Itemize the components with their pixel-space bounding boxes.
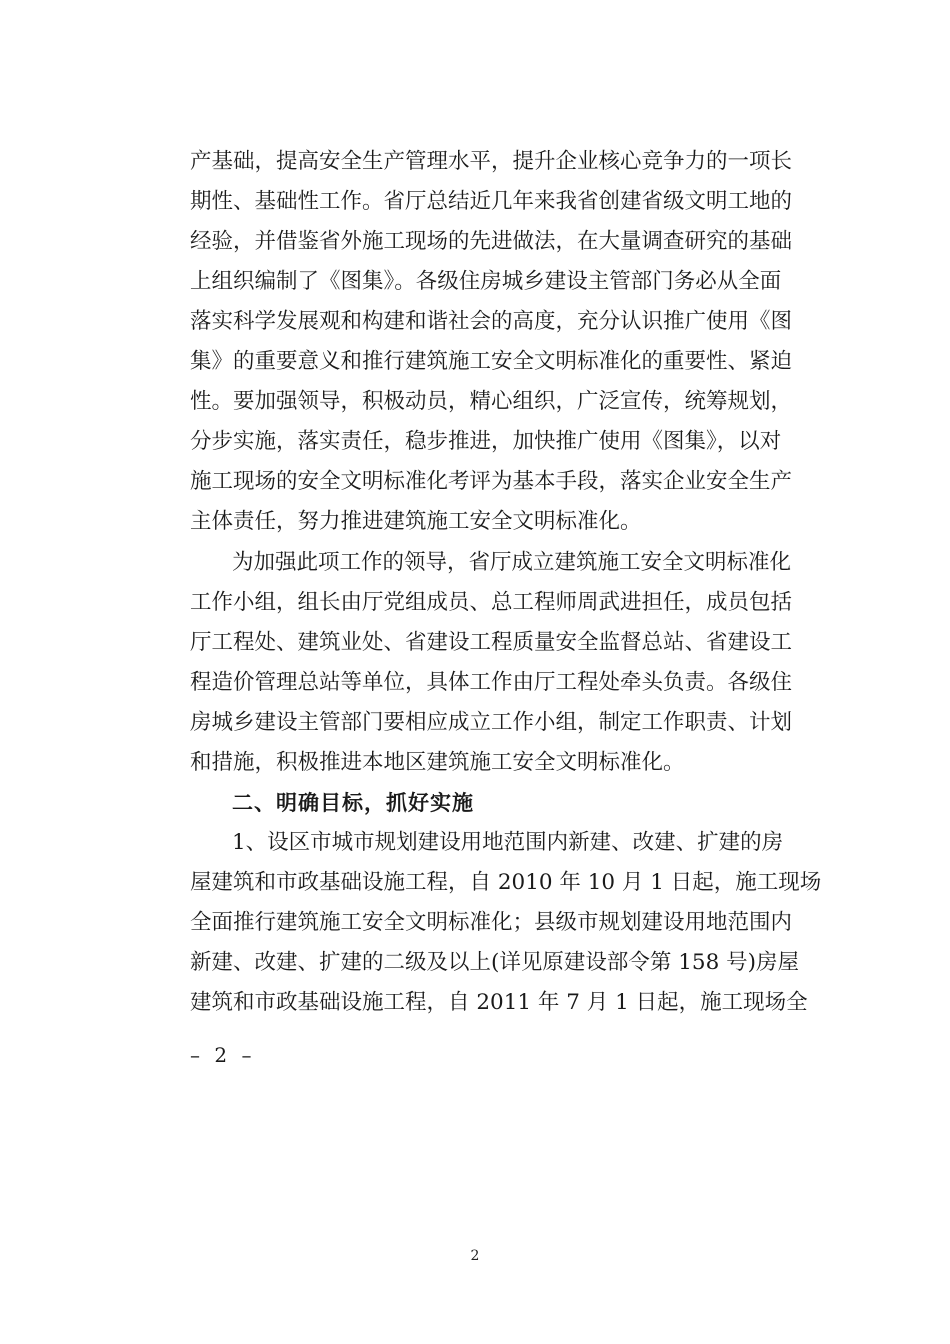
paragraph-3-line-4: 新建、改建、扩建的二级及以上(详见原建设部令第 158 号)房屋	[190, 950, 799, 975]
section-heading: 二、明确目标，抓好实施	[232, 791, 474, 815]
paragraph-3-line-3: 全面推行建筑施工安全文明标准化；县级市规划建设用地范围内	[190, 910, 793, 935]
footer-page-number: 2	[470, 1248, 480, 1264]
paragraph-3-line-5: 建筑和市政基础设施工程，自 2011 年 7 月 1 日起，施工现场全	[190, 990, 808, 1015]
paragraph-2-line-2: 工作小组，组长由厅党组成员、总工程师周武进担任，成员包括	[190, 590, 793, 615]
paragraph-1-line-4: 上组织编制了《图集》。各级住房城乡建设主管部门务必从全面	[190, 269, 782, 294]
paragraph-1-line-10: 主体责任，努力推进建筑施工安全文明标准化。	[190, 509, 642, 534]
paragraph-1-line-7: 性。要加强领导，积极动员，精心组织，广泛宣传，统筹规划，	[190, 389, 793, 414]
paragraph-1-line-6: 集》的重要意义和推行建筑施工安全文明标准化的重要性、紧迫	[190, 349, 793, 374]
paragraph-1-line-8: 分步实施，落实责任，稳步推进，加快推广使用《图集》，以对	[190, 429, 782, 454]
paragraph-3-line-2: 屋建筑和市政基础设施工程，自 2010 年 10 月 1 日起，施工现场	[190, 870, 822, 895]
paragraph-2-line-1: 为加强此项工作的领导，省厅成立建筑施工安全文明标准化	[232, 550, 792, 575]
paragraph-2-line-4: 程造价管理总站等单位，具体工作由厅工程处牵头负责。各级住	[190, 670, 793, 695]
paragraph-1-line-1: 产基础，提高安全生产管理水平，提升企业核心竞争力的一项长	[190, 149, 793, 174]
paragraph-1-line-3: 经验，并借鉴省外施工现场的先进做法，在大量调查研究的基础	[190, 229, 793, 254]
paragraph-3-line-1: 1、设区市城市规划建设用地范围内新建、改建、扩建的房	[232, 830, 784, 855]
paragraph-1-line-5: 落实科学发展观和构建和谐社会的高度，充分认识推广使用《图	[190, 309, 793, 334]
paragraph-2-line-6: 和措施，积极推进本地区建筑施工安全文明标准化。	[190, 750, 685, 775]
paragraph-2-line-3: 厅工程处、建筑业处、省建设工程质量安全监督总站、省建设工	[190, 630, 793, 655]
paragraph-1-line-9: 施工现场的安全文明标准化考评为基本手段，落实企业安全生产	[190, 469, 793, 494]
page-marker: – 2 –	[190, 1043, 256, 1067]
paragraph-1-line-2: 期性、基础性工作。省厅总结近几年来我省创建省级文明工地的	[190, 189, 793, 214]
paragraph-2-line-5: 房城乡建设主管部门要相应成立工作小组，制定工作职责、计划	[190, 710, 793, 735]
